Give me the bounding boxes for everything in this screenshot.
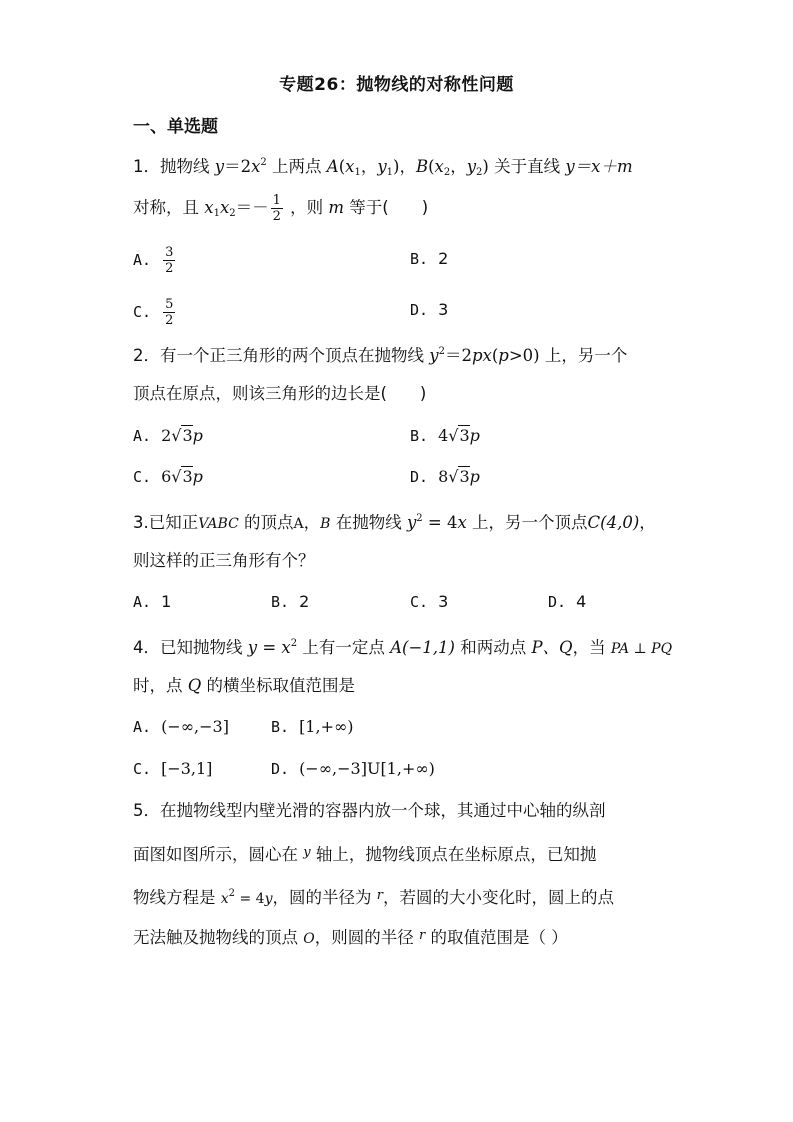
option-letter: D. — [410, 468, 429, 486]
q4-text: 4．已知抛物线 — [133, 638, 248, 657]
q2-option-var: p — [469, 426, 480, 445]
q4-option-d-value: (−∞,−3]U[1,+∞) — [299, 759, 435, 778]
option-letter: A. — [133, 427, 152, 445]
q2-option-coef: 4 — [438, 426, 449, 445]
q4-option-c[interactable] — [133, 758, 212, 780]
q4-fixed-point: A(−1,1) — [390, 638, 455, 657]
q4-option-b[interactable] — [271, 716, 354, 738]
q3-text: ， — [639, 513, 656, 532]
q2-option-coef: 6 — [161, 467, 172, 486]
q3-text: ， — [303, 513, 321, 532]
q5-text: ，若圆的大小变化时，圆上的点 — [382, 888, 614, 907]
q5-parabola-eq: x — [220, 891, 229, 907]
q3-text: 3.已知正 — [133, 513, 199, 532]
q4-option-a[interactable] — [133, 716, 229, 738]
q1-fraction: $\frac{1}{2}$ — [272, 193, 281, 224]
q4-var: Q — [187, 676, 202, 695]
q4-line2 — [133, 675, 355, 697]
q2-option-a[interactable]: A. 2√3p — [133, 426, 203, 445]
q3-line1: 3.已知正VABC 的顶点A，B 在抛物线 $y^2 = 4x$ 上，另一个顶点C(4,0)， — [133, 513, 656, 532]
q2-option-var: p — [469, 467, 480, 486]
q3-option-c-value: 3 — [438, 592, 449, 611]
q2-option-coef: 8 — [438, 467, 449, 486]
q2-option-radicand: 3 — [459, 467, 470, 486]
q4-text: 上有一定点 — [297, 638, 391, 657]
q1-text: 上两点 — [266, 157, 327, 176]
q3-vertex-a: A — [293, 516, 304, 532]
q1-parabola-eq: y — [214, 157, 225, 176]
q5-line2 — [133, 842, 596, 866]
q2-option-d[interactable]: D. 8√3p — [410, 467, 480, 486]
q1-text: 1．抛物线 — [133, 157, 215, 176]
option-letter: A. — [133, 718, 152, 736]
q2-line2: 顶点在原点，则该三角形的边长是( ) — [133, 384, 427, 403]
q5-text: ，则圆的半径 — [314, 928, 419, 947]
option-letter: B. — [410, 250, 429, 268]
q1-text: 等于( ) — [344, 198, 429, 217]
q5-line3: 物线方程是 $x^2 = 4y$，圆的半径为 $^r$，若圆的大小变化时，圆上的点 — [133, 888, 614, 907]
q3-option-a[interactable] — [133, 591, 171, 613]
q1-option-d-value: 3 — [438, 300, 449, 319]
option-letter: C. — [410, 593, 429, 611]
q2-option-c[interactable]: C. 6√3p — [133, 467, 203, 486]
q5-text: 面图如图所示，圆心在 — [133, 845, 304, 864]
q2-option-radicand: 3 — [182, 467, 193, 486]
q1-line1: 1．抛物线 $y=2x^2$ 上两点 $A(x_1$，$y_1$)，$B(x_2$，$y_2$) 关于直线 y＝x＋m — [133, 157, 633, 178]
q1-option-c[interactable] — [133, 297, 177, 328]
q2-line1: 2．有一个正三角形的两个顶点在抛物线 $y^2=2px(p>0)$ 上，另一个 — [133, 346, 628, 365]
q3-option-d-value: 4 — [576, 592, 587, 611]
option-letter: D. — [271, 760, 290, 778]
q2-parabola-eq: y — [429, 346, 439, 365]
q4-text: ，当 — [572, 638, 611, 657]
q3-option-d[interactable] — [548, 591, 586, 613]
q4-text: 的横坐标取值范围是 — [201, 676, 356, 695]
q5-text: 物线方程是 — [133, 888, 221, 907]
option-letter: B. — [271, 593, 290, 611]
q4-text: 和两动点 — [454, 638, 532, 657]
q2-option-radicand: 3 — [459, 426, 470, 445]
q1-option-c-value: $\frac{5}{2}$ — [165, 297, 174, 328]
q2-option-radicand: 3 — [182, 426, 193, 445]
q2-option-coef: 2 — [161, 426, 172, 445]
q2-option-var: p — [192, 467, 203, 486]
q4-option-b-value: [1,+∞) — [299, 717, 354, 736]
q3-triangle: VABC — [198, 516, 239, 532]
q5-line1: 5．在抛物线型内壁光滑的容器内放一个球，其通过中心轴的纵剖 — [133, 801, 606, 820]
option-letter: C. — [133, 468, 152, 486]
q5-line4 — [133, 925, 568, 950]
q4-perpendicular: PA ⊥ PQ — [610, 641, 673, 657]
q3-text: 的顶点 — [238, 513, 294, 532]
q2-text: 上，另一个 — [539, 346, 628, 365]
q5-var: y — [303, 845, 311, 860]
q1-option-b-value: 2 — [438, 249, 449, 268]
q1-var: m — [328, 198, 345, 217]
q2-option-var: p — [192, 426, 203, 445]
option-letter: B. — [410, 427, 429, 445]
q3-option-c[interactable] — [410, 591, 448, 613]
q1-text: ，则 — [284, 198, 329, 217]
q4-option-a-value: (−∞,−3] — [161, 717, 229, 736]
q4-text: 时，点 — [133, 676, 188, 695]
page-title: 专题26：抛物线的对称性问题 — [279, 75, 514, 95]
q4-line1: 4．已知抛物线 $y = x^2$ 上有一定点 A(−1,1) 和两动点 P、Q，当 PA ⊥ PQ — [133, 638, 673, 657]
q2-text: 2．有一个正三角形的两个顶点在抛物线 — [133, 346, 430, 365]
q4-parabola-eq: y — [247, 638, 258, 657]
option-letter: A. — [133, 593, 152, 611]
q1-line2: 对称，且 $x_1x_2=-$ $\frac{1}{2}$ ，则 m 等于( ) — [133, 193, 429, 224]
q5-text: 无法触及抛物线的顶点 — [133, 928, 304, 947]
q3-option-a-value: 1 — [161, 592, 172, 611]
option-letter: A. — [133, 251, 152, 269]
option-letter: B. — [271, 718, 290, 736]
q1-line-eq: y＝x＋m — [565, 157, 633, 176]
q3-line2: 则这样的正三角形有个？ — [133, 551, 315, 570]
q5-var: O — [303, 931, 315, 947]
q5-text: 轴上，抛物线顶点在坐标原点，已知抛 — [310, 845, 597, 864]
option-letter: D. — [410, 301, 429, 319]
q4-option-c-value: [−3,1] — [161, 759, 213, 778]
q1-option-b[interactable] — [410, 248, 448, 270]
q1-text: 对称，且 — [133, 198, 205, 217]
q4-moving-points: P、Q — [531, 638, 573, 657]
q5-text: ，圆的半径为 — [272, 888, 377, 907]
section-heading: 一、单选题 — [133, 117, 218, 137]
q1-option-d[interactable] — [410, 299, 448, 321]
q3-text: 在抛物线 — [330, 513, 407, 532]
option-letter: C. — [133, 303, 152, 321]
q3-option-b-value: 2 — [299, 592, 310, 611]
q3-vertex-b: B — [320, 516, 331, 532]
option-letter: D. — [548, 593, 567, 611]
q2-option-b[interactable]: B. 4√3p — [410, 426, 480, 445]
q5-text: 的取值范围是（ ） — [425, 928, 568, 947]
q3-parabola-eq: y — [406, 513, 417, 532]
q3-vertex-c: C(4,0) — [587, 513, 640, 532]
q5-var: r — [376, 888, 383, 903]
option-letter: C. — [133, 760, 152, 778]
q3-text: 上，另一个顶点 — [466, 513, 588, 532]
q1-option-a-value: $\frac{3}{2}$ — [165, 245, 174, 276]
q3-option-b[interactable] — [271, 591, 309, 613]
q5-var: r — [418, 928, 426, 943]
q1-text: 关于直线 — [488, 157, 566, 176]
q1-option-a[interactable] — [133, 245, 177, 276]
q4-option-d[interactable] — [271, 758, 435, 780]
